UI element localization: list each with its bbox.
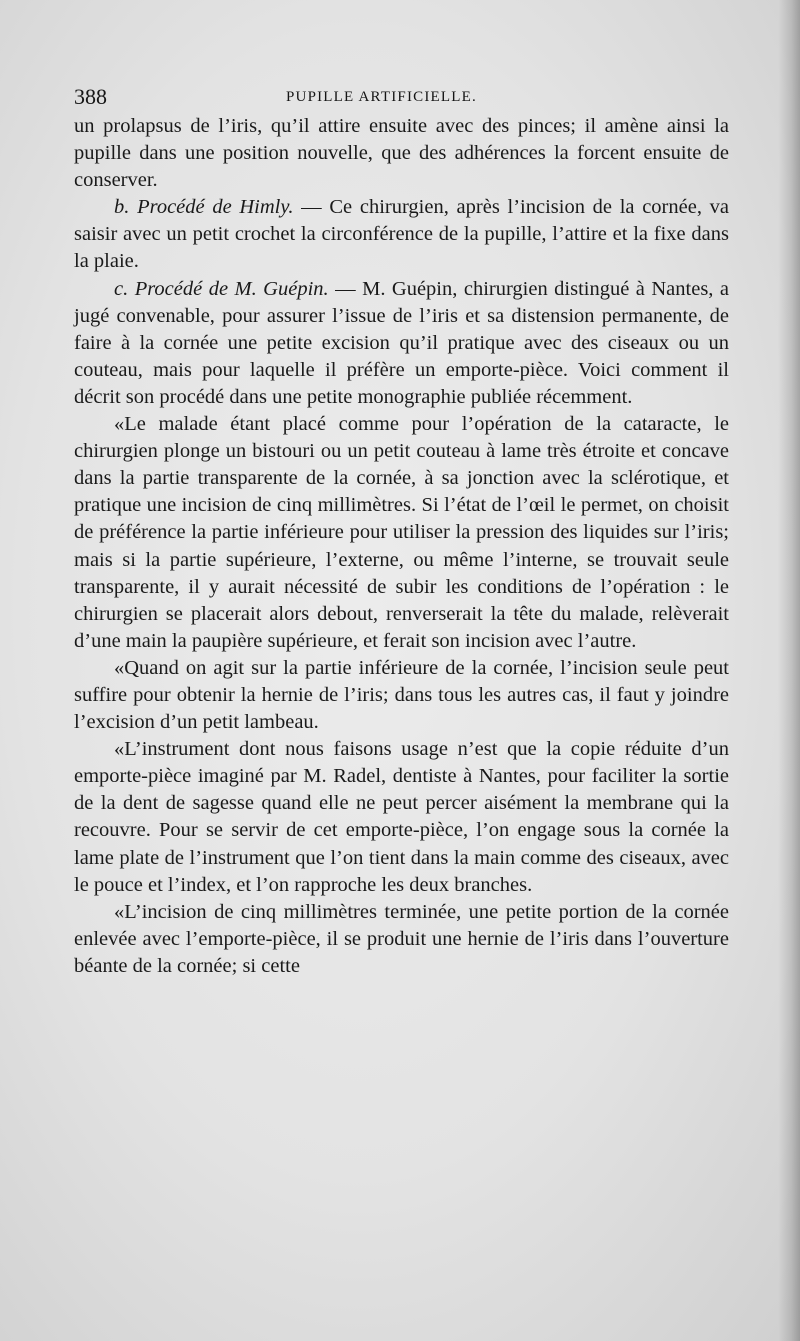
paragraph-quote-4: [74, 899, 729, 980]
paragraph-text: «L’instrument dont nous faisons usage n’est que la copie réduite d’un emporte-pièce imaginé par M. Radel, dentiste à Nantes, pour faciliter la sortie de la dent de sagesse quand elle ne peut percer aisément la membrane qui la recouvre. Pour se servir de cet emporte-pièce, l’on engage sous la cornée la lame plate de l’instrument que l’on tient dans la main comme des ciseaux, avec le pouce et l’index, et l’on rapproche les deux branches.: [74, 738, 729, 896]
paragraph-text: — Ce chirurgien, après l’incision de la cornée, va saisir avec un petit crochet la circonférence de la pupille, l’attire et la fixe dans la plaie.: [74, 196, 729, 273]
paragraph-text: un prolapsus de l’iris, qu’il attire ensuite avec des pinces; il amène ainsi la pupille dans une position nouvelle, que des adhérences la forcent ensuite de conserver.: [74, 115, 729, 192]
paragraph-text: «Le malade étant placé comme pour l’opération de la cataracte, le chirurgien plonge un bistouri ou un petit couteau à lame très étroite et concave dans la partie transparente de la cornée, à sa jonction avec la sclérotique, et pratique une incision de cinq millimètres. Si l’état de l’œil le permet, on choisit de préférence la partie inférieure pour utiliser la pression des liquides sur l’iris; mais si la partie supérieure, l’externe, ou même l’interne, se trouvait seule transparente, il y aurait nécessité de subir les conditions de l’opération : le chirurgien se placerait alors debout, renverserait la tête du malade, relèverait d’une main la paupière supérieure, et ferait son incision avec l’autre.: [74, 413, 729, 652]
paragraph-quote-2: [74, 655, 729, 736]
running-title: PUPILLE ARTIFICIELLE.: [286, 89, 477, 105]
body-text: [74, 113, 729, 980]
section-label-guepin: c. Procédé de M. Guépin.: [114, 277, 329, 300]
paragraph-quote-3: [74, 736, 729, 899]
paragraph-text: — M. Guépin, chirurgien distingué à Nantes, a jugé convenable, pour assurer l’issue de l’iris et sa distension permanente, de faire à la cornée une petite excision qu’il pratique avec des ciseaux ou un couteau, mais pour laquelle il préfère un emporte-pièce. Voici comment il décrit son procédé dans une petite monographie publiée récemment.: [74, 277, 729, 408]
page-header: [74, 82, 729, 112]
paragraph-himly: [74, 194, 729, 275]
paragraph-continuation: [74, 113, 729, 194]
paragraph-guepin: [74, 276, 729, 411]
paragraph-text: «Quand on agit sur la partie inférieure de la cornée, l’incision seule peut suffire pour obtenir la hernie de l’iris; dans tous les autres cas, il faut y joindre l’excision d’un petit lambeau.: [74, 656, 729, 734]
page-edge-shadow: [778, 0, 800, 1341]
paragraph-text: «L’incision de cinq millimètres terminée, une petite portion de la cornée enlevée avec l’emporte-pièce, il se produit une hernie de l’iris dans l’ouverture béante de la cornée; si cette: [74, 900, 729, 977]
page-number: 388: [74, 84, 107, 109]
paragraph-quote-1: [74, 411, 729, 655]
section-label-himly: b. Procédé de Himly.: [114, 196, 294, 219]
